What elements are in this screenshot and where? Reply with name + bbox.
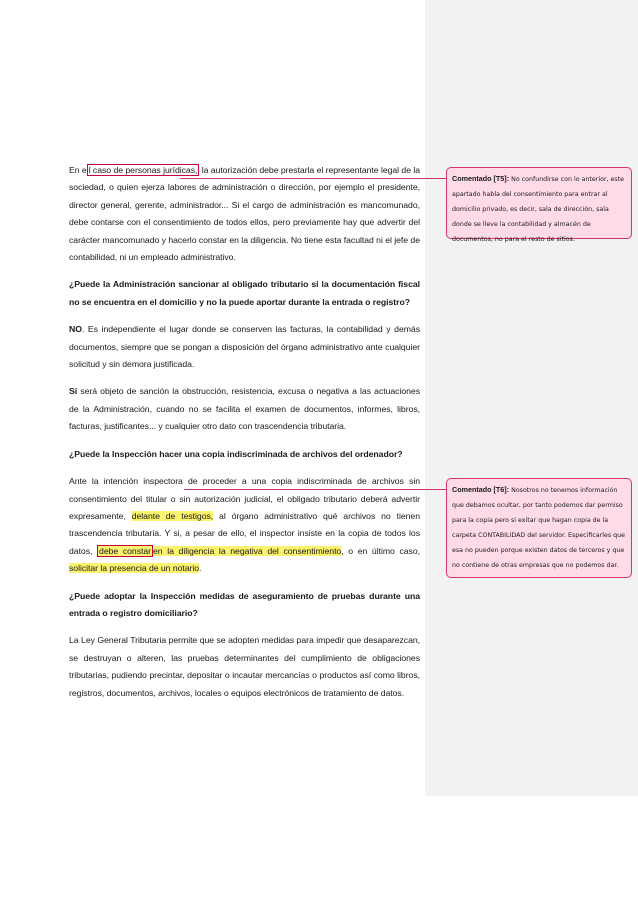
text-run: la autorización debe prestarla el representante legal de la sociedad, o quien ejerza labores de administración o dirección, por ejemplo el presidente, director general, gerente, administrador... Si el cargo de administración es mancomunado, debe contarse con el consentimiento de todos ellos, pero previamente hay que advertir del carácter mancomunado y hacerlo constar en la diligencia. No tiene esta facultad ni el jefe de contabilidad, ni un empleado administrativo.: [69, 165, 421, 263]
text-run: al órgano administrativo qué archivos no tienen trascendencia tributaria. Y si, a pesar de ello, el inspector insiste en la copia de todos los datos,: [69, 510, 420, 556]
paragraph-si: [69, 383, 420, 435]
text-run: será objeto de sanción la obstrucción, resistencia, excusa o negativa a las actuaciones de la Administración, cuando no se facilita el examen de documentos, informes, libros, facturas, justificantes... y cualquier otro dato con trascendencia tributaria.: [69, 386, 420, 432]
text-run: , o en último caso,: [341, 545, 420, 556]
highlight-notario: solicitar la presencia de un notario: [69, 563, 200, 574]
comment-text: No confundirse con lo anterior, este apartado habla del consentimiento para entrar al domicilio privado, es decir, sala de dirección, sala donde se lleve la contabilidad y almacén de documentos, no para el resto de sitios.: [452, 176, 625, 243]
comment-connector-t5: [180, 178, 446, 179]
text-run: . Es independiente el lugar donde se conserven las facturas, la contabilidad y demás documentos, siempre que se pongan a disposición del órgano administrativo ante cualquier solicitud y sin demora justificada.: [69, 324, 420, 370]
comment-anchor-t6[interactable]: debe constar: [99, 545, 151, 556]
question-heading-2: ¿Puede la Inspección hacer una copia indiscriminada de archivos del ordenador?: [69, 448, 403, 459]
paragraph-no: [69, 321, 420, 373]
comment-margin-pane: [425, 0, 638, 796]
text-run: Ante la intención inspectora de proceder a una copia indiscriminada de archivos sin consentimiento del titular o sin autorización judicial, el obligado tributario deberá advertir expresamente,: [69, 476, 420, 521]
comment-author: Comentado [T5]:: [452, 174, 510, 183]
paragraph-ley: La Ley General Tributaria permite que se adopten medidas para impedir que desaparezcan, se destruyan o alteren, las pruebas determinantes del cumplimiento de obligaciones tributarias, pudiendo precintar, depositar o incautar mercancías o productos así como libros, registros, documentos, archivos, locales o equipos electrónicos de tratamiento de datos.: [69, 635, 420, 698]
comment-t5[interactable]: [446, 167, 632, 243]
comment-anchor-t5[interactable]: l caso de personas jurídicas,: [88, 165, 198, 175]
highlight-diligencia: en la diligencia la negativa del consentimiento: [152, 545, 342, 556]
comment-connector-t6: [184, 489, 446, 490]
answer-keyword: Sí: [69, 386, 78, 397]
comment-t6[interactable]: [446, 478, 632, 578]
text-run: En e: [69, 165, 87, 175]
comment-text: Nosotros no tenemos información que debamos ocultar, por tanto podemos dar permiso para la copia pero si exitar que hagan copia de la carpeta CONTABILIDAD del servidor. Especificarles que esa no pueden porque existen datos de terceros y que no contiene de otras empresas que no podemos dar.: [452, 487, 625, 569]
highlight-testigos: delante de testigos,: [131, 510, 214, 521]
question-heading-1: ¿Puede la Administración sancionar al obligado tributario si la documentación fiscal no se encuentra en el domicilio y no la puede aportar durante la entrada o registro?: [69, 279, 420, 307]
question-heading-3: ¿Puede adoptar la Inspección medidas de aseguramiento de pruebas durante una entrada o registro domiciliario?: [69, 590, 420, 618]
text-run: .: [199, 563, 202, 574]
document-body: [69, 162, 420, 712]
answer-keyword: NO: [69, 324, 82, 335]
comment-author: Comentado [T6]:: [452, 485, 510, 494]
